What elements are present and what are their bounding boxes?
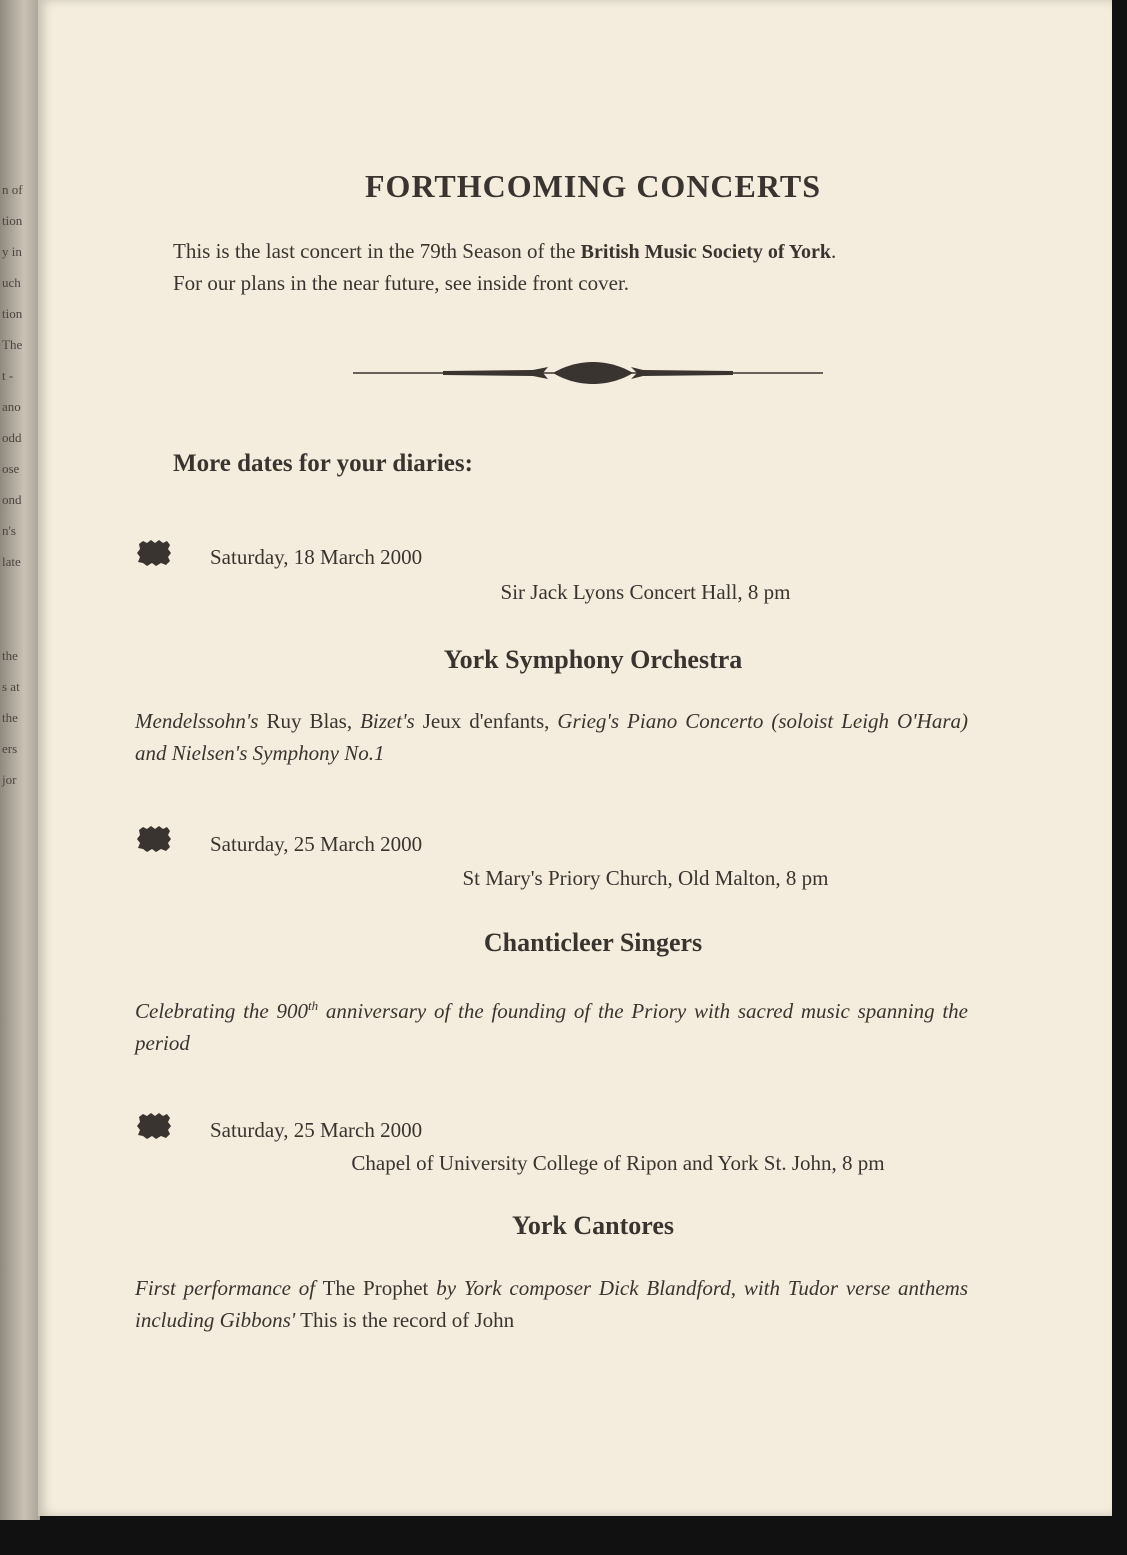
facing-text: the [2, 648, 18, 663]
concert-date: Saturday, 25 March 2000 [210, 832, 423, 856]
facing-page-edge [0, 0, 40, 1520]
concert-performer: Chanticleer Singers [483, 928, 703, 957]
intro-paragraph [173, 236, 1013, 299]
facing-text: the [2, 710, 18, 725]
concert-date: Saturday, 18 March 2000 [210, 545, 423, 569]
facing-text: y in [2, 244, 22, 259]
concert-description [135, 705, 968, 769]
desc-segment: Grieg's Piano Concerto (soloist Leigh O'Hara) and Nielsen's Symphony No.1 [135, 709, 969, 765]
intro-text-line2: For our plans in the near future, see inside front cover. [173, 271, 630, 295]
facing-text: n of [2, 182, 23, 197]
facing-text: ond [2, 492, 22, 507]
intro-period: . [831, 239, 837, 263]
facing-text: ers [2, 741, 18, 756]
desc-segment: The Prophet [315, 1276, 437, 1300]
concert-venue: Sir Jack Lyons Concert Hall, 8 pm [500, 580, 791, 604]
facing-text: tion [2, 306, 23, 321]
facing-text: ose [2, 461, 20, 476]
concert-venue: Chapel of University College of Ripon and York St. John, 8 pm [351, 1151, 885, 1175]
intro-text: This is the last concert in the 79th Season of the [173, 239, 581, 263]
facing-text: tion [2, 213, 23, 228]
section-heading: More dates for your diaries: [173, 450, 473, 477]
desc-superscript: th [308, 998, 319, 1013]
facing-text: s at [2, 679, 20, 694]
desc-segment: Bizet's [360, 709, 415, 733]
desc-segment: This is the record of John [295, 1308, 515, 1332]
desc-segment: Jeux d'enfants, [414, 709, 558, 733]
desc-segment: Ruy Blas, [258, 709, 361, 733]
concert-description [135, 988, 968, 1059]
desc-segment: by York composer Dick Blandford, with Tudor verse anthems including Gibbons' [135, 1276, 968, 1332]
facing-text: jor [2, 772, 17, 787]
facing-text: uch [2, 275, 21, 290]
facing-text: odd [2, 430, 22, 445]
society-name: British Music Society of York [580, 241, 832, 263]
document-page [38, 0, 1112, 1516]
desc-segment: anniversary of the founding of the Priory with sacred music spanning the period [135, 999, 969, 1055]
desc-segment: First performance of [135, 1276, 316, 1300]
starburst-bullet-icon [137, 826, 171, 852]
facing-text: ano [2, 399, 21, 414]
page-title: FORTHCOMING CONCERTS [365, 168, 821, 204]
concert-performer: York Cantores [511, 1211, 675, 1240]
concert-date: Saturday, 25 March 2000 [210, 1118, 423, 1142]
starburst-bullet-icon [137, 540, 171, 566]
concert-description [135, 1272, 968, 1336]
facing-text: t - [2, 368, 14, 383]
desc-segment: Celebrating the 900 [135, 999, 308, 1023]
concert-venue: St Mary's Priory Church, Old Malton, 8 pm [462, 866, 829, 890]
concert-performer: York Symphony Orchestra [443, 645, 743, 674]
ornament-divider [353, 360, 823, 386]
starburst-bullet-icon [137, 1113, 171, 1139]
facing-text: The [2, 337, 23, 352]
facing-text: n's [2, 523, 16, 538]
desc-segment: Mendelssohn's [135, 709, 259, 733]
facing-text: late [2, 554, 21, 569]
